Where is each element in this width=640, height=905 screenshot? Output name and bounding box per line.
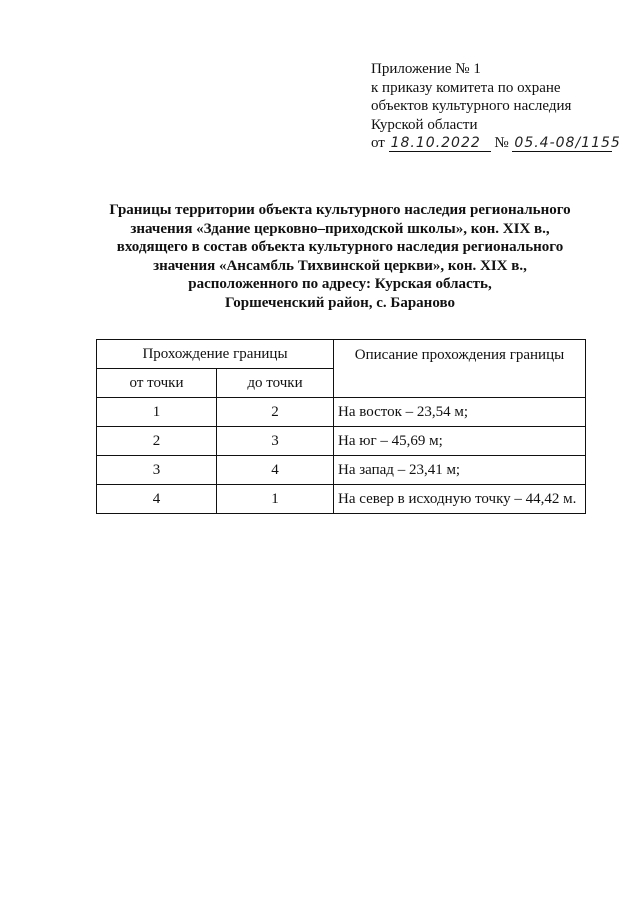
cell-description: На восток – 23,54 м;	[334, 398, 586, 427]
cell-description: На юг – 45,69 м;	[334, 427, 586, 456]
order-number: 05.4-08/1155	[514, 135, 621, 151]
title-line: входящего в состав объекта культурного наследия регионального	[116, 239, 564, 256]
boundary-table	[96, 339, 586, 514]
header-description: Описание прохождения границы	[334, 340, 586, 398]
table-row	[97, 427, 586, 456]
cell-from: 1	[97, 398, 217, 427]
title-line: значения «Ансамбль Тихвинской церкви», кон. XIX в.,	[153, 257, 527, 274]
cell-to: 3	[217, 427, 334, 456]
appendix-committee-line: объектов культурного наследия	[371, 98, 572, 114]
title-line: значения «Здание церковно–приходской школы», кон. XIX в.,	[130, 220, 550, 237]
appendix-title: Приложение № 1	[371, 61, 481, 77]
order-date: 18.10.2022	[389, 136, 491, 152]
table-row	[97, 485, 586, 514]
appendix-block	[371, 60, 621, 153]
table-row	[97, 456, 586, 485]
date-prefix: от	[371, 135, 385, 151]
cell-description: На север в исходную точку – 44,42 м.	[334, 485, 586, 514]
appendix-region-line: Курской области	[371, 116, 478, 133]
header-to-point: до точки	[217, 369, 334, 398]
cell-description: На запад – 23,41 м;	[334, 456, 586, 485]
cell-to: 2	[217, 398, 334, 427]
title-line: Границы территории объекта культурного наследия регионального	[109, 202, 571, 218]
cell-to: 1	[217, 485, 334, 514]
cell-from: 2	[97, 427, 217, 456]
cell-to: 4	[217, 456, 334, 485]
table-row	[97, 398, 586, 427]
cell-from: 3	[97, 456, 217, 485]
appendix-order-line: к приказу комитета по охране	[371, 79, 561, 96]
header-boundary-passage: Прохождение границы	[97, 340, 334, 369]
title-line: Горшеченский район, с. Бараново	[225, 294, 455, 311]
header-from-point: от точки	[97, 369, 217, 398]
cell-from: 4	[97, 485, 217, 514]
appendix-date-number-line	[371, 134, 621, 153]
document-title	[60, 201, 620, 313]
number-prefix: №	[494, 135, 509, 151]
title-line: расположенного по адресу: Курская область,	[188, 276, 492, 293]
